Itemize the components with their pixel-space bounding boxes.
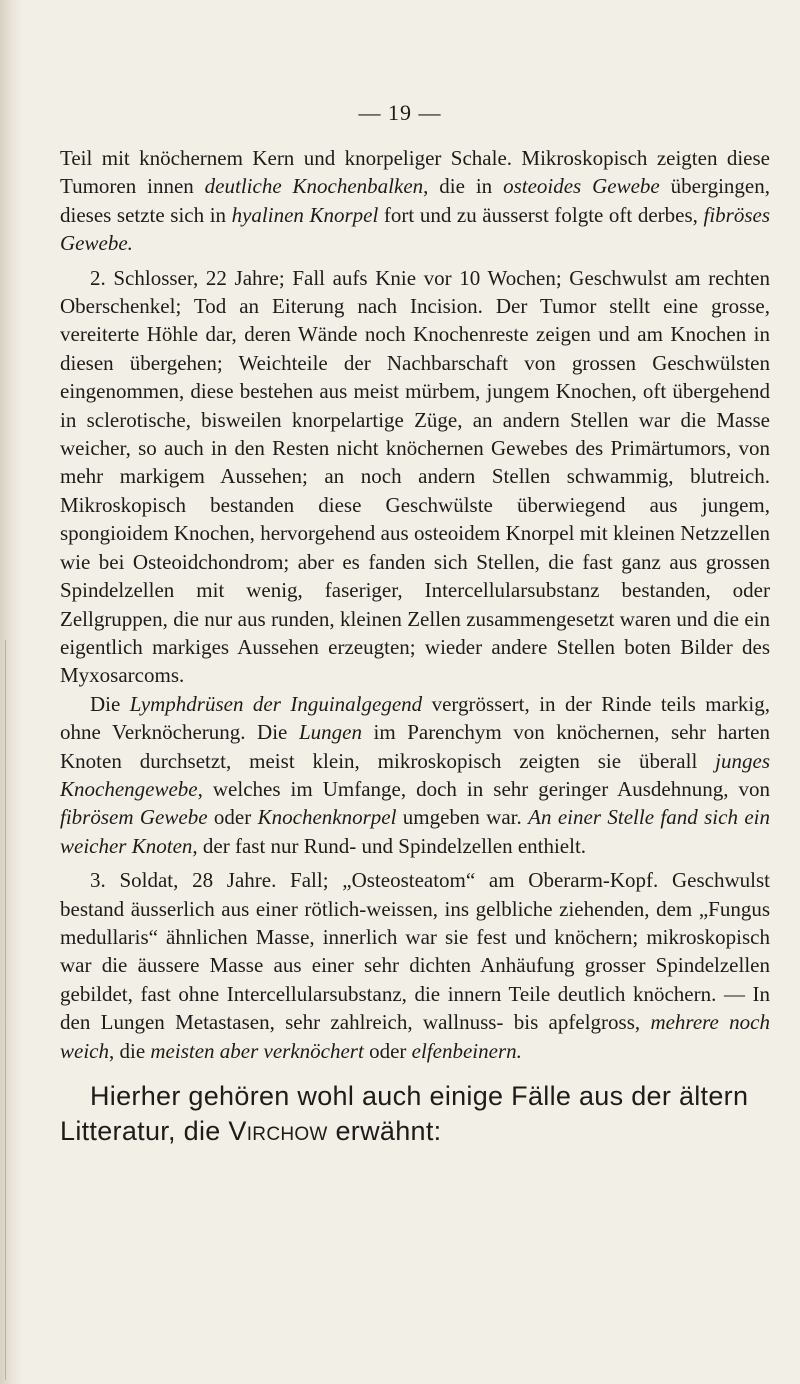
text-run: , der fast nur Rund- und Spindelzellen enthielt. xyxy=(192,833,587,858)
text-run: Die xyxy=(90,691,130,716)
emphasis: meisten aber verknöchert xyxy=(150,1038,364,1063)
emphasis: elfenbeinern. xyxy=(411,1038,522,1063)
paragraph-case-2: 2. Schlosser, 22 Jahre; Fall aufs Knie vor 10 Wochen; Geschwulst am rechten Oberschenkel; Tod an Eiterung nach Incision. Der Tumor stellt eine grosse, vereiterte Höhle dar, deren Wände noch Knochenreste zeigen und am Knochen in diesen übergehen; Weichteile der Nachbarschaft von grossen Geschwülsten eingenommen, diese bestehen aus meist mürbem, jungem Knochen, oft übergehend in sclerotische, bisweilen knorpelartige Züge, an andern Stellen war die Masse weicher, so auch in den Resten nicht knöchernen Gewebes des Primärtumors, von mehr markigem Aussehen; an noch andern Stellen schwammig, blutreich. Mikroskopisch bestanden diese Geschwülste überwiegend aus jungem, spongioidem Knochen, hervorgehend aus osteoidem Knorpel mit kleinen Netzzellen wie bei Osteoidchondrom; aber es fanden sich Stellen, die fast ganz aus grossen Spindelzellen mit wenig, faseriger, Intercellularsubstanz bestanden, oder Zellgruppen, die nur aus runden, kleinen Zellen zusammengesetzt waren und die ein eigentlich markiges Aussehen erzeugten; wieder andere Stellen boten Bilder des Myxosarcoms. xyxy=(60,265,770,688)
paragraph-1 xyxy=(60,144,770,258)
text-run: übergingen, dieses setzte sich in xyxy=(60,174,770,227)
emphasis: Lungen xyxy=(298,720,362,745)
text-run: umgeben war. xyxy=(396,805,529,830)
text-run: , die in xyxy=(423,174,504,199)
page-number: — 19 — xyxy=(358,100,442,125)
text-run: 3. Soldat, 28 Jahre. Fall; „Osteosteatom“ am Oberarm-Kopf. Geschwulst bestand äusserlich aus einer rötlich-weissen, ins gelbliche ziehenden, dem „Fungus medullaris“ ähnlichen Masse, innerlich war sie fest und knöchern; mikroskopisch war die äussere Masse aus einer sehr dichten Anhäufung grosser Spindelzellen gebildet, fast ohne Intercellularsubstanz, die innern Teile deutlich knöchern. — In den Lungen Metastasen, sehr zahlreich, wallnuss- bis apfelgross, xyxy=(60,868,770,1035)
emphasis: Knochenknorpel xyxy=(257,805,397,830)
page-edge-line xyxy=(5,640,6,1380)
text-run: Teil mit knöchernem Kern und knorpeliger Schale. Mikroskopisch zeigten diese Tumoren innen xyxy=(60,146,770,199)
emphasis: Lymphdrüsen der Inguinalgegend xyxy=(129,691,423,716)
emphasis: hyalinen Knorpel xyxy=(231,202,379,227)
text-run: vergrössert, in der Rinde teils markig, ohne Verknöcherung. Die xyxy=(60,691,770,745)
concluding-paragraph xyxy=(60,1079,770,1149)
emphasis: junges Knochengewebe xyxy=(60,748,770,801)
body-text xyxy=(60,144,770,1149)
text-run: Hierher gehören wohl auch einige Fälle aus der ältern Litteratur, die xyxy=(60,1081,749,1146)
text-run: , die xyxy=(108,1038,151,1063)
text-run: im Parenchym von knöchernen, sehr harten Knoten durchsetzt, meist klein, mikroskopisch zeigten sie überall xyxy=(60,720,770,773)
emphasis: deutliche Knochenbalken xyxy=(204,174,424,199)
emphasis: An einer Stelle fand sich ein weicher Knoten xyxy=(60,805,770,858)
text-run: oder xyxy=(207,805,258,830)
emphasis: osteoides Gewebe xyxy=(503,174,660,199)
emphasis: fibröses Gewebe. xyxy=(60,202,770,256)
emphasis: mehrere noch weich xyxy=(60,1010,770,1063)
page-edge-shadow xyxy=(0,0,22,1384)
paragraph-lymph-lungs xyxy=(60,690,770,860)
paragraph-case-3 xyxy=(60,866,770,1065)
text-run: fort und zu äusserst folgte oft derbes, xyxy=(378,202,704,227)
text-run: , welches im Umfange, doch in sehr geringer Ausdehnung, von xyxy=(197,776,770,801)
text-run: oder xyxy=(363,1038,412,1063)
text-run: erwähnt: xyxy=(327,1116,442,1146)
author-name: Virchow xyxy=(228,1116,328,1146)
emphasis: fibrösem Gewebe xyxy=(60,805,208,830)
